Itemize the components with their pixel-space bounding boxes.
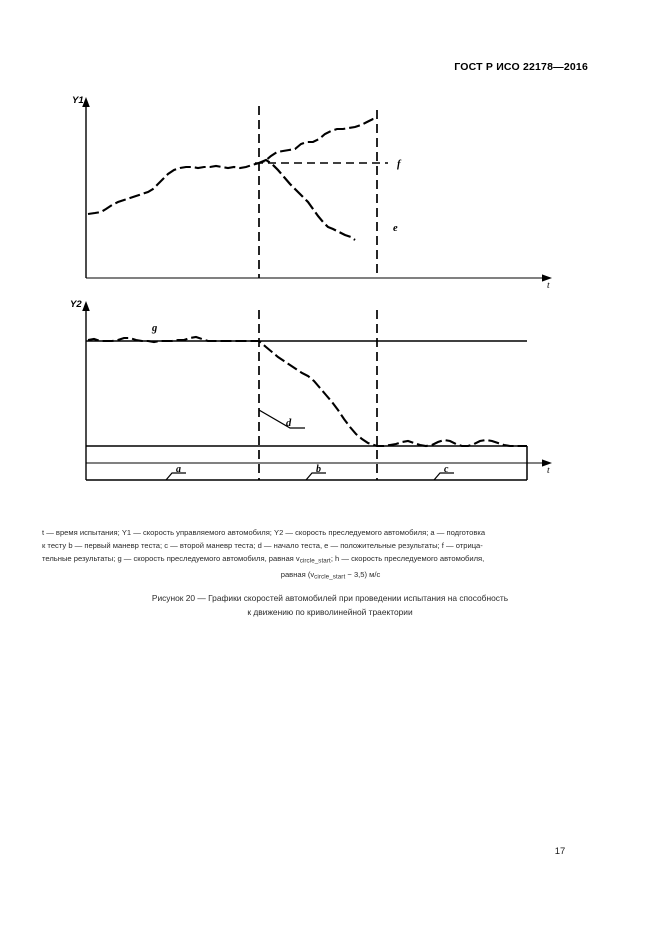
phase-marker-c-label: c: [444, 464, 449, 475]
top-chart-series-negative: [259, 160, 355, 240]
top-chart-annotation-e: e: [393, 223, 398, 234]
page-number: 17: [554, 846, 566, 857]
legend-line-4-subscript: circle_start: [314, 573, 346, 581]
bottom-chart-y-axis-label: Y2: [70, 299, 82, 310]
legend-line-3-subscript: circle_start: [299, 557, 331, 565]
bottom-chart-leader-d: [259, 410, 305, 428]
top-chart-series-positive: [88, 118, 377, 214]
phase-marker-a-label: a: [176, 464, 181, 475]
legend-line-3-post: ; h — скорость преследуемого автомобиля,: [330, 554, 485, 564]
top-chart-y-axis-label: Y1: [72, 95, 84, 106]
figure-caption-line-1: Рисунок 20 — Графики скоростей автомобилей при проведении испытания на способность: [151, 593, 509, 603]
phase-marker-b-label: b: [316, 464, 321, 475]
top-chart-x-axis-label: t: [547, 281, 550, 291]
legend-line-2: к тесту b — первый маневр теста; c — второй маневр теста; d — начало теста, e — положительные результаты; f — отрица-: [42, 541, 483, 551]
legend-line-1: t — время испытания; Y1 — скорость управляемого автомобиля; Y2 — скорость преследуемого автомобиля; a — подготовка: [42, 528, 486, 537]
phase-marker-band: [86, 463, 527, 480]
figure-20: [0, 88, 661, 508]
top-chart: [72, 95, 552, 291]
bottom-chart-annotation-d: d: [286, 418, 292, 429]
figure-20-svg: [0, 88, 661, 508]
legend-line-4: [42, 568, 619, 584]
legend-line-4-post: − 3,5) м/с: [345, 569, 381, 579]
bottom-chart-y-axis-arrowhead: [82, 301, 90, 311]
legend-line-3: [42, 552, 619, 568]
document-header-standard-number: ГОСТ Р ИСО 22178—2016: [454, 61, 588, 73]
figure-caption: [60, 592, 600, 619]
bottom-chart: [70, 299, 552, 480]
figure-caption-line-2: к движению по криволинейной траектории: [247, 606, 413, 617]
bottom-chart-x-axis-label: t: [547, 466, 550, 476]
top-chart-annotation-f: f: [397, 159, 401, 170]
bottom-chart-annotation-g: g: [152, 323, 158, 334]
bottom-chart-series-pursued: [88, 337, 527, 446]
legend-line-3-pre: тельные результаты; g — скорость преследуемого автомобиля, равная v: [42, 554, 300, 564]
legend-line-4-pre: равная (v: [280, 569, 315, 579]
figure-legend: [42, 526, 619, 584]
